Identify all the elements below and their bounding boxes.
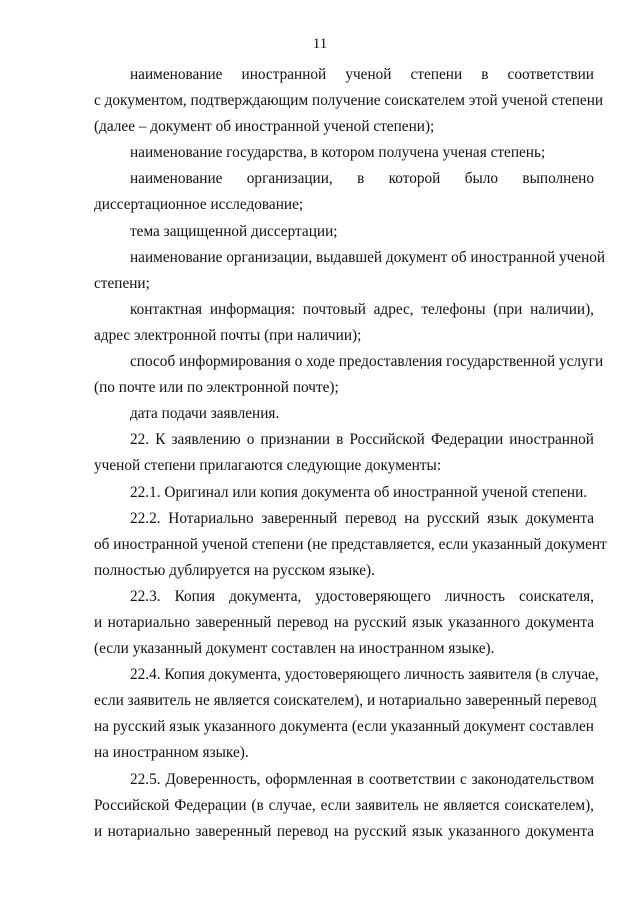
document-body: [94, 62, 607, 845]
text-line: 22.2. Нотариально заверенный перевод на русский язык документа: [130, 509, 594, 527]
paragraph: [94, 245, 606, 297]
text-line: наименование государства, в котором получена ученая степень;: [130, 144, 546, 162]
paragraph: [94, 297, 594, 349]
text-line: и нотариально заверенный перевод на русский язык указанного документа: [94, 613, 594, 631]
paragraph: [94, 767, 594, 845]
text-line: (если указанный документ составлен на иностранном языке).: [94, 640, 495, 658]
text-line: 22. К заявлению о признании в Российской Федерации иностранной: [130, 431, 594, 449]
text-line: полностью дублируется на русском языке).: [94, 561, 375, 579]
page-number: 11: [312, 36, 328, 52]
text-line: (далее – документ об иностранной ученой степени);: [94, 118, 435, 136]
paragraph: [94, 662, 599, 766]
text-line: наименование организации, выдавшей документ об иностранной ученой: [130, 248, 606, 266]
paragraph: [94, 480, 594, 506]
text-line: 22.5. Доверенность, оформленная в соответствии с законодательством: [130, 770, 594, 788]
text-line: адрес электронной почты (при наличии);: [94, 326, 362, 344]
text-line: степени;: [94, 274, 150, 292]
paragraph: [94, 219, 594, 245]
text-line: 22.1. Оригинал или копия документа об иностранной ученой степени.: [130, 483, 588, 501]
paragraph: [94, 506, 607, 584]
paragraph: [94, 427, 594, 479]
text-line: контактная информация: почтовый адрес, телефоны (при наличии),: [130, 300, 594, 318]
text-line: наименование иностранной ученой степени в соответствии: [130, 66, 594, 83]
text-line: наименование организации, в которой было выполнено: [130, 170, 594, 188]
text-line: 22.3. Копия документа, удостоверяющего личность соискателя,: [130, 587, 594, 605]
text-line: (по почте или по электронной почте);: [94, 379, 339, 397]
text-line: тема защищенной диссертации;: [130, 222, 338, 240]
paragraph: [94, 166, 594, 218]
text-line: Российской Федерации (в случае, если заявитель не является соискателем),: [94, 796, 594, 814]
text-line: ученой степени прилагаются следующие документы:: [94, 457, 442, 475]
text-line: с документом, подтверждающим получение соискателем этой ученой степени: [94, 92, 604, 110]
paragraph: [94, 401, 594, 427]
text-line: на русский язык указанного документа (если указанный документ составлен: [94, 718, 594, 736]
text-line: если заявитель не является соискателем), и нотариально заверенный перевод: [94, 692, 597, 710]
text-line: на иностранном языке).: [94, 744, 249, 762]
text-line: дата подачи заявления.: [130, 405, 280, 423]
paragraph: [94, 140, 594, 166]
text-line: об иностранной ученой степени (не представляется, если указанный документ: [94, 535, 607, 553]
text-line: и нотариально заверенный перевод на русский язык указанного документа: [94, 822, 594, 840]
paragraph: [94, 62, 604, 140]
text-line: способ информирования о ходе предоставления государственной услуги: [130, 353, 604, 371]
paragraph: [94, 584, 594, 662]
text-line: 22.4. Копия документа, удостоверяющего личность заявителя (в случае,: [130, 666, 599, 684]
text-line: диссертационное исследование;: [94, 196, 304, 214]
paragraph: [94, 349, 604, 401]
